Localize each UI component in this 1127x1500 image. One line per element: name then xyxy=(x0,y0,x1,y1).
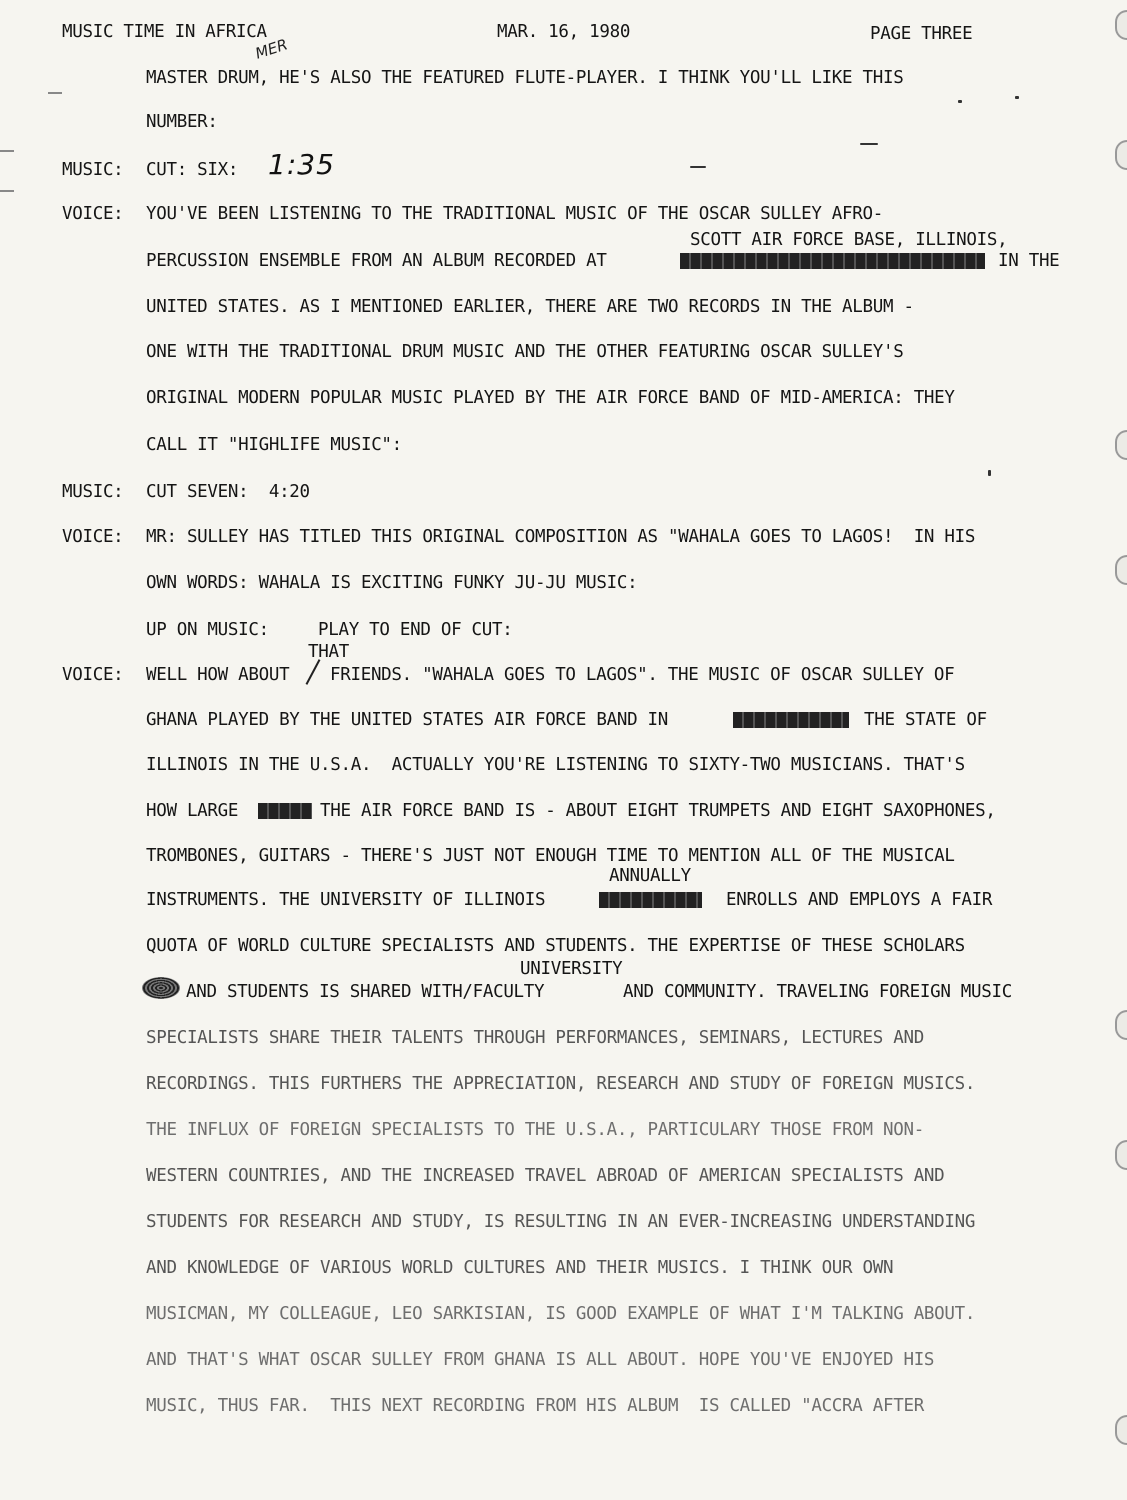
strikeout-mark xyxy=(258,803,312,819)
punch-hole xyxy=(1115,430,1127,460)
script-line: RECORDINGS. THIS FURTHERS THE APPRECIATION, RESEARCH AND STUDY OF FOREIGN MUSICS. xyxy=(146,1074,976,1094)
ink-speck xyxy=(988,470,991,476)
inserted-text-annually: ANNUALLY xyxy=(609,866,691,886)
script-line: CUT SEVEN: 4:20 xyxy=(146,482,310,502)
script-line: ONE WITH THE TRADITIONAL DRUM MUSIC AND THE OTHER FEATURING OSCAR SULLEY'S xyxy=(146,342,904,362)
script-line: ORIGINAL MODERN POPULAR MUSIC PLAYED BY THE AIR FORCE BAND OF MID-AMERICA: THEY xyxy=(146,388,955,408)
punch-hole xyxy=(1115,140,1127,170)
script-line: SPECIALISTS SHARE THEIR TALENTS THROUGH PERFORMANCES, SEMINARS, LECTURES AND xyxy=(146,1028,924,1048)
script-line: STUDENTS FOR RESEARCH AND STUDY, IS RESULTING IN AN EVER-INCREASING UNDERSTANDING xyxy=(146,1212,976,1232)
handwritten-cut-time: 1:35 xyxy=(268,148,335,181)
script-line: CUT: SIX: xyxy=(146,160,239,180)
script-line: AND COMMUNITY. TRAVELING FOREIGN MUSIC xyxy=(623,982,1012,1002)
punch-hole xyxy=(1115,10,1127,40)
ink-speck xyxy=(958,100,962,103)
script-line: UNITED STATES. AS I MENTIONED EARLIER, THERE ARE TWO RECORDS IN THE ALBUM - xyxy=(146,297,914,317)
margin-mark xyxy=(0,190,14,192)
margin-mark xyxy=(0,150,14,152)
ink-speck xyxy=(1015,96,1019,99)
script-line: WESTERN COUNTRIES, AND THE INCREASED TRAVEL ABROAD OF AMERICAN SPECIALISTS AND xyxy=(146,1166,945,1186)
ink-speck xyxy=(860,143,878,145)
header-program-title: MUSIC TIME IN AFRICA xyxy=(62,22,267,42)
speaker-label: MUSIC: xyxy=(62,482,124,502)
speaker-label: VOICE: xyxy=(62,527,124,547)
punch-hole xyxy=(1115,1140,1127,1170)
speaker-label: MUSIC: xyxy=(62,160,124,180)
script-line: OWN WORDS: WAHALA IS EXCITING FUNKY JU-JU MUSIC: xyxy=(146,573,638,593)
inserted-text-that: THAT xyxy=(308,642,349,662)
ink-speck xyxy=(690,166,706,168)
inserted-text-scott: SCOTT AIR FORCE BASE, ILLINOIS, xyxy=(690,230,1008,250)
ink-smudge-mark xyxy=(142,977,180,999)
script-line: MUSIC, THUS FAR. THIS NEXT RECORDING FROM HIS ALBUM IS CALLED "ACCRA AFTER xyxy=(146,1396,924,1416)
handwritten-mer: MER xyxy=(253,35,290,63)
script-line: AND STUDENTS IS SHARED WITH/FACULTY xyxy=(186,982,545,1002)
script-line: CALL IT "HIGHLIFE MUSIC": xyxy=(146,435,402,455)
script-line: THE INFLUX OF FOREIGN SPECIALISTS TO THE U.S.A., PARTICULARY THOSE FROM NON- xyxy=(146,1120,924,1140)
script-line: INSTRUMENTS. THE UNIVERSITY OF ILLINOIS xyxy=(146,890,546,910)
script-line: AND THAT'S WHAT OSCAR SULLEY FROM GHANA IS ALL ABOUT. HOPE YOU'VE ENJOYED HIS xyxy=(146,1350,935,1370)
script-line: UP ON MUSIC: xyxy=(146,620,269,640)
punch-hole xyxy=(1115,555,1127,585)
strikeout-mark xyxy=(680,253,985,269)
script-line: THE STATE OF xyxy=(864,710,987,730)
strikeout-mark xyxy=(599,892,702,908)
script-line: YOU'VE BEEN LISTENING TO THE TRADITIONAL MUSIC OF THE OSCAR SULLEY AFRO- xyxy=(146,204,883,224)
script-line: QUOTA OF WORLD CULTURE SPECIALISTS AND STUDENTS. THE EXPERTISE OF THESE SCHOLARS xyxy=(146,936,965,956)
script-line: TROMBONES, GUITARS - THERE'S JUST NOT ENOUGH TIME TO MENTION ALL OF THE MUSICAL xyxy=(146,846,955,866)
inserted-text-university: UNIVERSITY xyxy=(520,959,623,979)
script-line: MASTER DRUM, HE'S ALSO THE FEATURED FLUTE-PLAYER. I THINK YOU'LL LIKE THIS xyxy=(146,68,904,88)
script-line: ILLINOIS IN THE U.S.A. ACTUALLY YOU'RE LISTENING TO SIXTY-TWO MUSICIANS. THAT'S xyxy=(146,755,965,775)
script-line: HOW LARGE xyxy=(146,801,239,821)
script-line: NUMBER: xyxy=(146,112,218,132)
script-line: MR: SULLEY HAS TITLED THIS ORIGINAL COMPOSITION AS "WAHALA GOES TO LAGOS! IN HIS xyxy=(146,527,976,547)
script-line: WELL HOW ABOUT xyxy=(146,665,290,685)
script-line: PLAY TO END OF CUT: xyxy=(318,620,513,640)
margin-mark xyxy=(48,92,62,94)
script-line: PERCUSSION ENSEMBLE FROM AN ALBUM RECORDED AT xyxy=(146,251,607,271)
header-page-number: PAGE THREE xyxy=(870,24,973,44)
script-line: GHANA PLAYED BY THE UNITED STATES AIR FORCE BAND IN xyxy=(146,710,669,730)
script-line: ENROLLS AND EMPLOYS A FAIR xyxy=(726,890,993,910)
script-line: THE AIR FORCE BAND IS - ABOUT EIGHT TRUMPETS AND EIGHT SAXOPHONES, xyxy=(320,801,996,821)
speaker-label: VOICE: xyxy=(62,665,124,685)
punch-hole xyxy=(1115,1415,1127,1445)
insertion-slash xyxy=(306,659,321,685)
script-line: FRIENDS. "WAHALA GOES TO LAGOS". THE MUSIC OF OSCAR SULLEY OF xyxy=(330,665,955,685)
script-line: MUSICMAN, MY COLLEAGUE, LEO SARKISIAN, IS GOOD EXAMPLE OF WHAT I'M TALKING ABOUT. xyxy=(146,1304,976,1324)
strikeout-mark xyxy=(733,712,849,728)
script-line: AND KNOWLEDGE OF VARIOUS WORLD CULTURES AND THEIR MUSICS. I THINK OUR OWN xyxy=(146,1258,894,1278)
speaker-label: VOICE: xyxy=(62,204,124,224)
punch-hole xyxy=(1115,1010,1127,1040)
header-date: MAR. 16, 1980 xyxy=(497,22,631,42)
script-line: IN THE xyxy=(998,251,1060,271)
